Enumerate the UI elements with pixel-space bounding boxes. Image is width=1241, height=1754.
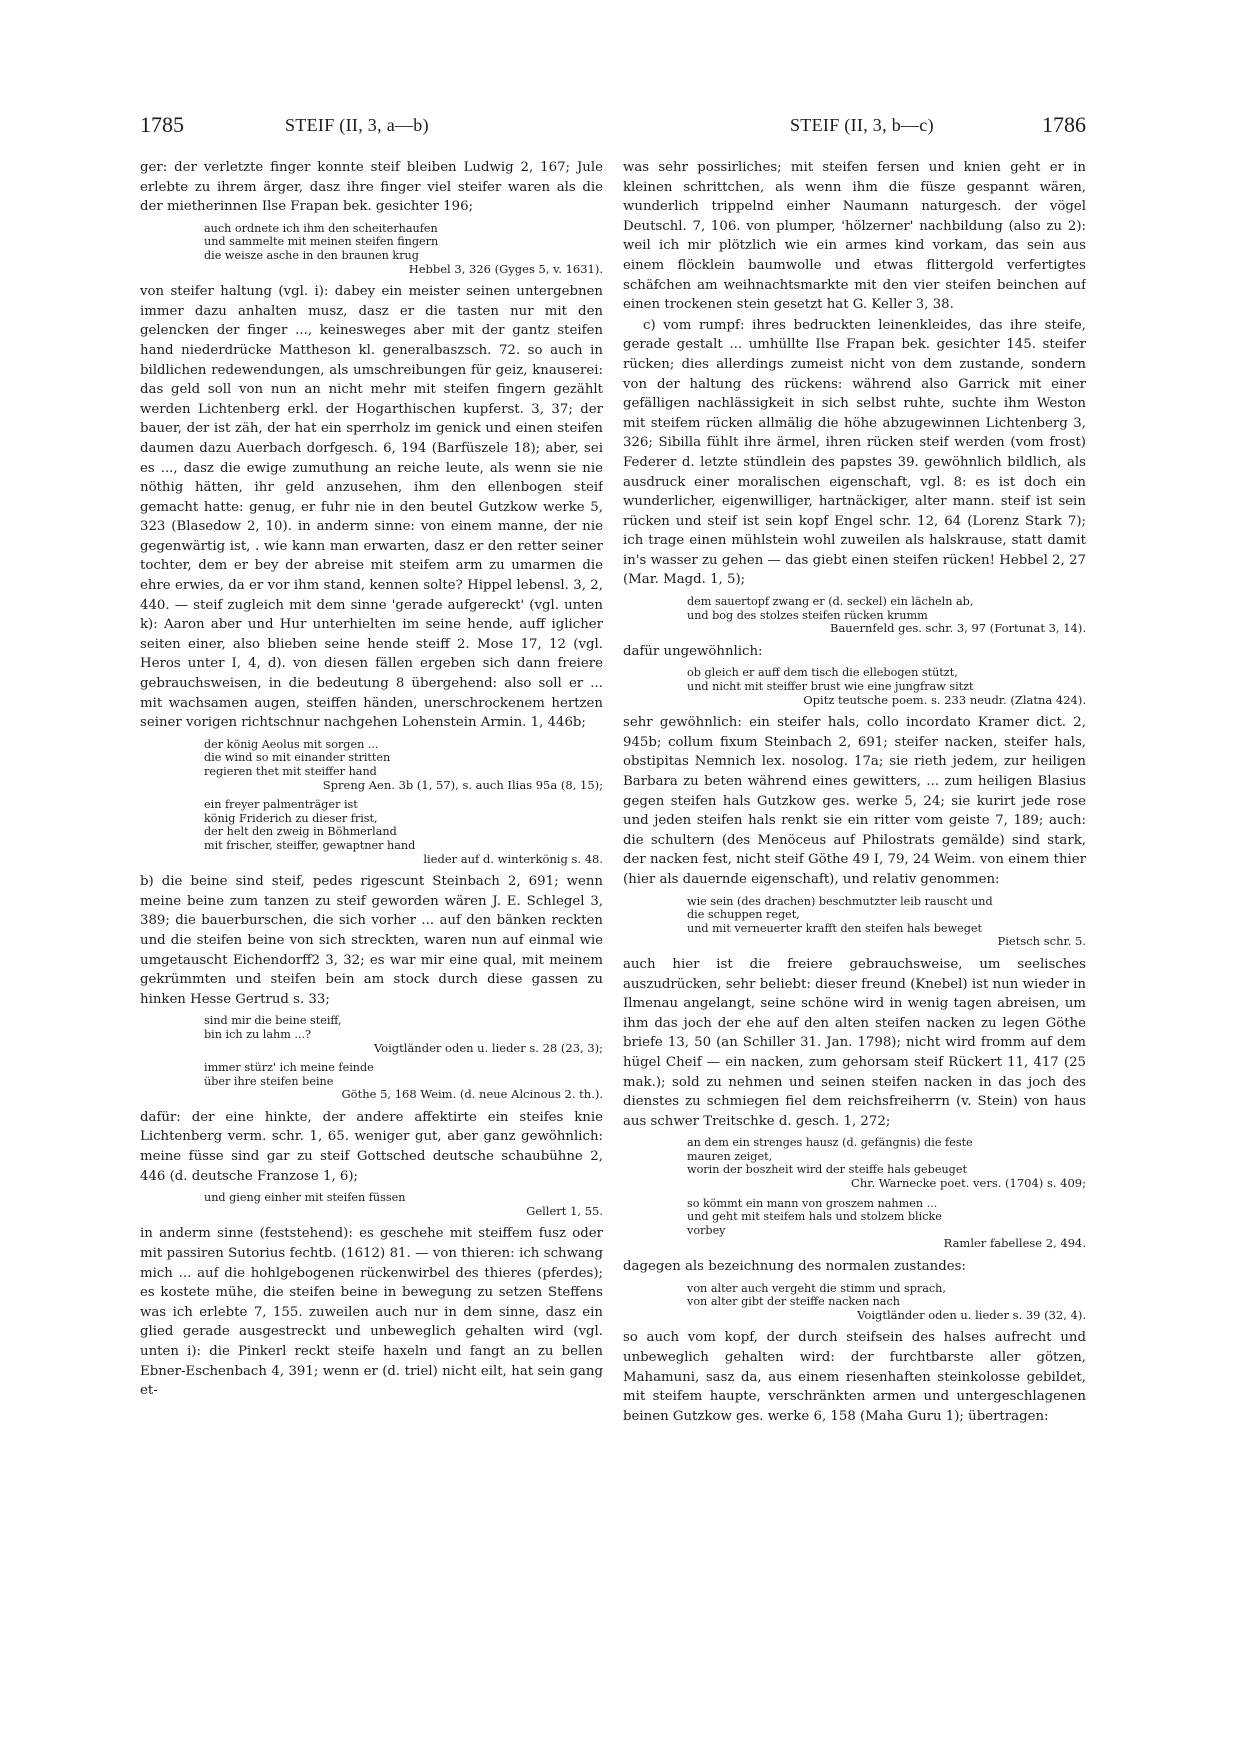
verse-line: von alter auch vergeht die stimm und sprach,	[687, 1281, 946, 1295]
verse-line: an dem ein strenges hausz (d. gefängnis) die feste	[687, 1136, 973, 1150]
verse-line: sind mir die beine steiff,	[204, 1014, 342, 1028]
verse-line: vorbey	[687, 1223, 726, 1237]
left-headword: STEIF (II, 3, a—b)	[285, 115, 429, 135]
verse-line: könig Friderich zu dieser frist,	[204, 811, 378, 825]
verse-line: immer stürz' ich meine feinde	[204, 1061, 374, 1075]
right-column	[623, 158, 1086, 1723]
paragraph: dafür: der eine hinkte, der andere affektirte ein steifes knie Lichtenberg verm. schr. 1, 65. weniger gut, aber ganz gewöhnlich: meine füsse sind gar zu steif Gottsched deutsche schaubühne 2, 446 (d. deutsche Franzose 1, 6);	[140, 1109, 603, 1184]
verse-quotation	[623, 895, 1086, 949]
verse-line: von alter gibt der steiffe nacken nach	[687, 1295, 900, 1309]
paragraph: b) die beine sind steif, pedes rigescunt Steinbach 2, 691; wenn meine beine zum tanzen zu steif geworden wären J. E. Schlegel 3, 389; die bauerburschen, die sich vorher ... auf den bänken reckten und die steifen beine von sich streckten, waren nun auf einmal wie umgetauscht Eichendorff2 3, 32; es war mir eine qual, mit meinem gekrümmten und steifen bein am stock durch diese gassen zu hinken Hesse Gertrud s. 33;	[140, 874, 603, 1007]
verse-line: ob gleich er auff dem tisch die ellebogen stützt,	[687, 666, 958, 680]
citation-source: Göthe 5, 168 Weim. (d. neue Alcinous 2. th.).	[341, 1087, 603, 1102]
verse-line: auch ordnete ich ihm den scheiterhaufen	[204, 221, 438, 235]
paragraph: in anderm sinne (feststehend): es geschehe mit steiffem fusz oder mit passiren Sutorius fechtb. (1612) 81. — von thieren: ich schwang mich ... auf die hohlgebogenen rückenwirbel des thieres (pferdes); es kostete mühe, die steifen beine in bewegung zu setzen Steffens was ich erlebte 7, 155. zuweilen auch nur in dem sinne, dasz ein glied gerade ausgestreckt und unbeweglich gehalten wird (vgl. unten i): die Pinkerl reckt steife haxeln und fangt an zu bellen Ebner-Eschenbach 4, 391; wenn er (d. triel) nicht eilt, hat sein gang et-	[140, 1226, 603, 1399]
verse-quotation	[623, 666, 1086, 707]
verse-quotation	[623, 1282, 1086, 1323]
citation-source: Bauernfeld ges. schr. 3, 97 (Fortunat 3, 14).	[830, 621, 1086, 636]
paragraph: ger: der verletzte finger konnte steif bleiben Ludwig 2, 167; Jule erlebte zu ihrem ärger, dasz ihre finger viel steifer waren als die der mietherinnen Ilse Frapan bek. gesichter 196;	[140, 160, 603, 215]
verse-line: und mit verneuerter krafft den steifen hals beweget	[687, 921, 982, 935]
verse-line: der könig Aeolus mit sorgen ...	[204, 737, 379, 751]
citation-source: Voigtländer oden u. lieder s. 39 (32, 4).	[857, 1307, 1086, 1322]
verse-quotation	[140, 1061, 603, 1102]
citation-source: Chr. Warnecke poet. vers. (1704) s. 409;	[851, 1176, 1086, 1191]
paragraph: von steifer haltung (vgl. i): dabey ein meister seinen untergebnen immer dazu anhalten musz, dasz er die tasten nur mit den gelencken der finger ..., keinesweges aber mit der gantz steifen hand niederdrücke Mattheson kl. generalbaszsch. 72. so auch in bildlichen redewendungen, als umschreibungen für geiz, knauserei: das geld soll von nun an nicht mehr mit steifen fingern gezählt werden Lichtenberg erkl. der Hogarthischen kupferst. 3, 37; der bauer, der ist zäh, der hat ein sperrholz im genick und einen steifen daumen dazu Auerbach dorfgesch. 6, 194 (Barfüszele 18); aber, sei es ..., dasz die ewige zumuthung an reiche leute, als wenn sie nie nöthig hätten, ihr geld anzusehen, ihm den ellenbogen steif gemacht hatte: genug, er fuhr nie in den beutel Gutzkow werke 5, 323 (Blasedow 2, 10). in anderm sinne: von einem manne, der nie gegenwärtig ist, . wie kann man erwarten, dasz er den retter seiner tochter, dem er bey der abreise mit steifem arm zu umarmen die ehre erwies, da er vor ihm stand, kennen solte? Hippel lebensl. 3, 2, 440. — steif zugleich mit dem sinne 'gerade aufgereckt' (vgl. unten k): Aaron aber und Hur unterhielten im seine hende, auff iglicher seiten einer, also blieben seine hende steiff 2. Mose 17, 12 (vgl. Heros unter I, 4, d). von diesen fällen ergeben sich dann freiere gebrauchsweisen, in die bedeutung 8 übergehend: also soll er ... mit wachsamen augen, steiffen händen, unerschrockenem hertzen seiner vorigen richtschnur nachgehen Lohenstein Armin. 1, 446b;	[140, 284, 603, 731]
verse-line: und bog des stolzes steifen rücken krumm	[687, 608, 928, 622]
right-headword: STEIF (II, 3, b—c)	[790, 115, 934, 135]
citation-source: Hebbel 3, 326 (Gyges 5, v. 1631).	[408, 261, 603, 276]
verse-line: worin der boszheit wird der steiffe hals gebeuget	[687, 1163, 967, 1177]
verse-line: über ihre steifen beine	[204, 1074, 334, 1088]
verse-line: regieren thet mit steiffer hand	[204, 765, 377, 778]
left-column	[140, 158, 603, 1723]
verse-quotation	[140, 798, 603, 866]
verse-line: und nicht mit steiffer brust wie eine jungfraw sitzt	[687, 680, 974, 694]
verse-quotation	[140, 222, 603, 276]
verse-line: so kömmt ein mann von groszem nahmen ...	[687, 1196, 938, 1210]
verse-line: und sammelte mit meinen steifen fingern	[204, 235, 439, 249]
verse-quotation	[140, 1191, 603, 1218]
verse-line: wie sein (des drachen) beschmutzter leib rauscht und	[687, 894, 993, 908]
paragraph: dagegen als bezeichnung des normalen zustandes:	[623, 1259, 966, 1275]
citation-source: Pietsch schr. 5.	[997, 934, 1086, 949]
citation-source: Ramler fabellese 2, 494.	[943, 1236, 1086, 1251]
paragraph: sehr gewöhnlich: ein steifer hals, collo incordato Kramer dict. 2, 945b; collum fixum Steinbach 2, 691; steifer nacken, steifer hals, obstipitas Nemnich lex. nosolog. 17a; sie rieth jedem, zur heiligen Barbara zu beten während eines gewitters, ... zum heiligen Blasius gegen steifen hals Gutzkow ges. werke 5, 24; sie kurirt jede rose und jeden steifen hals renkt sie ein ritter vom geiste 7, 189; auch: die schultern (des Menöceus auf Philostrats gemälde) sind stark, der nacken fest, nicht steif Göthe 49 I, 79, 24 Weim. von einem thier (hier als dauernde eigenschaft), und relativ genommen:	[623, 715, 1086, 887]
verse-line: ein freyer palmenträger ist	[204, 798, 358, 812]
verse-line: die wind so mit einander stritten	[204, 751, 391, 765]
verse-quotation	[140, 1014, 603, 1055]
paragraph: so auch vom kopf, der durch steifsein des halses aufrecht und unbeweglich gehalten wird: der furchtbarste aller götzen, Mahamuni, sasz da, aus einem riesenhaften steinkolosse gebildet, mit steifem haupte, verschränkten armen und untergeschlagenen beinen Gutzkow ges. werke 6, 158 (Maha Guru 1); übertragen:	[623, 1330, 1086, 1424]
citation-source: Spreng Aen. 3b (1, 57), s. auch Ilias 95a (8, 15);	[322, 777, 603, 792]
citation-source: Gellert 1, 55.	[526, 1203, 603, 1218]
left-page-number: 1785	[140, 112, 184, 137]
verse-line: und geht mit steifem hals und stolzem blicke	[687, 1210, 942, 1224]
paragraph: dafür ungewöhnlich:	[623, 643, 763, 659]
verse-line: die schuppen reget,	[687, 908, 800, 922]
verse-line: bin ich zu lahm ...?	[204, 1027, 312, 1041]
right-page-number: 1786	[1042, 112, 1086, 137]
verse-quotation	[140, 738, 603, 792]
citation-source: lieder auf d. winterkönig s. 48.	[423, 851, 603, 866]
verse-line: dem sauertopf zwang er (d. seckel) ein lächeln ab,	[687, 595, 974, 609]
page-header	[0, 112, 1241, 152]
citation-source: Opitz teutsche poem. s. 233 neudr. (Zlatna 424).	[803, 692, 1086, 707]
verse-quotation	[623, 1136, 1086, 1190]
verse-line: mauren zeiget,	[687, 1149, 773, 1163]
verse-line: die weisze asche in den braunen krug	[204, 248, 419, 262]
paragraph: was sehr possirliches; mit steifen fersen und knien geht er in kleinen schrittchen, als wenn ihm die füsze gespannt wären, wunderlich trippelnd einher Naumann naturgesch. der vögel Deutschl. 7, 106. von plumper, 'hölzerner' nachbildung (also zu 2): weil ich mir plötzlich wie ein armes kind vorkam, das sein aus einem flöcklein baumwolle und etwas flittergold verfertigtes schäfchen am weihnachtsmarkte mit den vier steifen beinchen auf einen trockenen stein gesetzt hat G. Keller 3, 38.	[623, 160, 1086, 313]
verse-quotation	[623, 595, 1086, 636]
paragraph: c) vom rumpf: ihres bedruckten leinenkleides, das ihre steife, gerade gestalt ... umhüllte Ilse Frapan bek. gesichter 145. steifer rücken; dies allerdings zumeist nicht von dem zustande, sondern von der haltung des rückens: während also Garrick mit einer gefälligen nachlässigkeit in sich selbst ruhte, suchte ihm Weston mit steifem rücken allmälig die höhe abzugewinnen Lichtenberg 3, 326; Sibilla fühlt ihre ärmel, ihren rücken steif werden (vom frost) Federer d. letzte stündlein des papstes 39. gewöhnlich bildlich, als ausdruck einer moralischen eigenschaft, vgl. 8: es ist doch ein wunderlicher, eigenwilliger, hartnäckiger, alter mann. steif ist sein rücken und steif ist sein kopf Engel schr. 12, 64 (Lorenz Stark 7); ich trage einen mühlstein wohl zuweilen als halskrause, statt damit in's wasser zu gehen — das giebt einen steifen rücken! Hebbel 2, 27 (Mar. Magd. 1, 5);	[623, 317, 1086, 588]
paragraph: auch hier ist die freiere gebrauchsweise, um seelisches auszudrücken, sehr beliebt: dieser freund (Knebel) ist nun wieder in Ilmenau angelangt, seine schöne wird in wenig tagen abreisen, um ihm das joch der ehe auf den alten steifen nacken zu legen Göthe briefe 13, 50 (an Schiller 31. Jan. 1798); nicht wird fromm auf dem hügel Cheif — ein nacken, zum gehorsam steif Rückert 11, 417 (25 mak.); sold zu nehmen und seinen steifen nacken in das joch des dienstes zu schmiegen fiel dem reichsfreiherrn (v. Stein) von haus aus schwer Treitschke d. gesch. 1, 272;	[623, 956, 1086, 1129]
verse-line: und gieng einher mit steifen füssen	[204, 1191, 406, 1205]
verse-line: der helt den zweig in Böhmerland	[204, 825, 397, 839]
verse-line: mit frischer, steiffer, gewaptner hand	[204, 838, 416, 852]
citation-source: Voigtländer oden u. lieder s. 28 (23, 3);	[373, 1040, 603, 1055]
verse-quotation	[623, 1197, 1086, 1251]
